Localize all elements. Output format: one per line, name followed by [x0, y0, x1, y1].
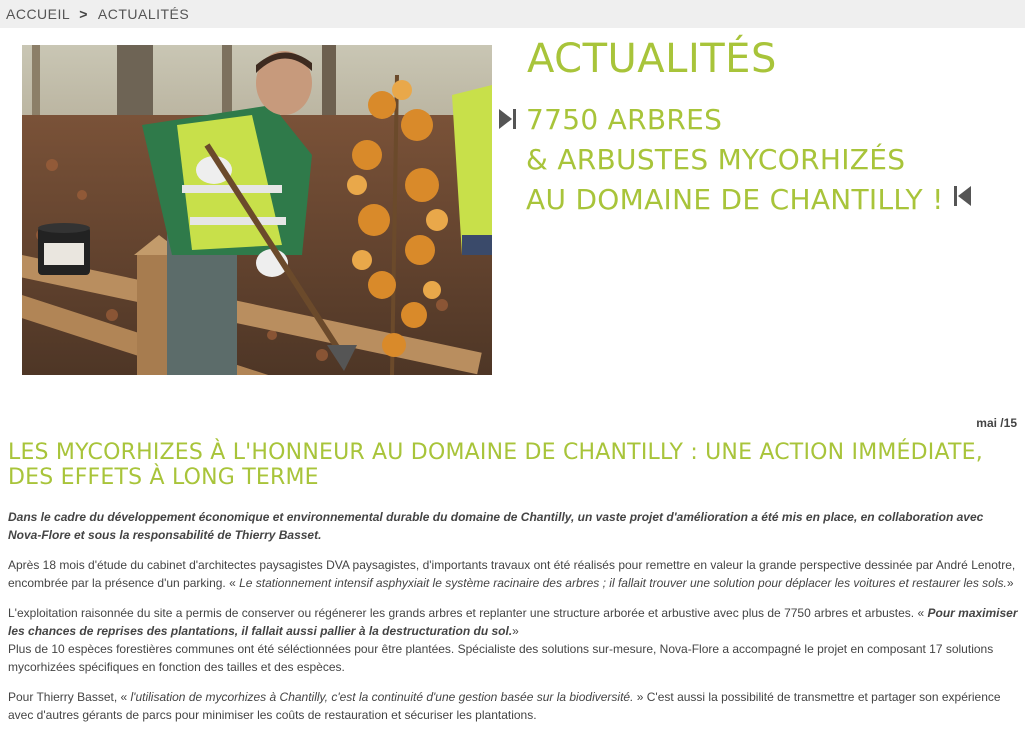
- breadcrumb-home-link[interactable]: ACCUEIL: [6, 6, 71, 22]
- headline-line-3: [498, 180, 978, 220]
- paragraph-3-end: » C'est aussi la possibilité de transmettre et partager son expérience avec d'autres gérants de parcs pour minimiser les coûts de restauration et sécuriser les plantations.: [8, 690, 1001, 722]
- article-paragraph-3: [8, 688, 1018, 724]
- paragraph-1-end: »: [1006, 576, 1014, 590]
- paragraph-2-text: L'exploitation raisonnée du site a permis de conserver ou régénerer les grands arbres et replanter une structure arborée et arbustive avec plus de 7750 arbres et arbustes. «: [8, 606, 928, 620]
- quote-open-icon: [498, 108, 518, 135]
- paragraph-1-quote: Le stationnement intensif asphyxiait le système racinaire des arbres ; il fallait trouver une solution pour déplacer les voitures et restaurer les sols.: [239, 576, 1007, 590]
- paragraph-3-text: Pour Thierry Basset, «: [8, 690, 131, 704]
- hero-photo: [22, 45, 492, 375]
- headline-line-2: & ARBUSTES MYCORHIZÉS: [526, 143, 906, 176]
- breadcrumb: [0, 0, 1025, 28]
- article-date: mai /15: [976, 416, 1017, 430]
- headline-quote: [498, 100, 978, 220]
- article-paragraph-2: [8, 604, 1018, 676]
- article-title: LES MYCORHIZES À L'HONNEUR AU DOMAINE DE CHANTILLY : UNE ACTION IMMÉDIATE, DES EFFETS À LONG TERME: [8, 440, 983, 490]
- paragraph-3-quote: l'utilisation de mycorhizes à Chantilly, c'est la continuité d'une gestion basée sur la biodiversité.: [130, 690, 634, 704]
- paragraph-2-quote: Pour maximiser les chances de reprises des plantations, il fallait aussi pallier à la destructuration du sol.: [8, 606, 1018, 638]
- article-body: [8, 508, 1018, 736]
- section-title: ACTUALITÉS: [527, 36, 777, 82]
- paragraph-2-next: Plus de 10 espèces forestières communes ont été séléctionnées pour être plantées. Spécialiste des solutions sur-mesure, Nova-Flore a accompagné le projet en composant 17 solutions mycorhizées spécifiques en fonction des tailles et des espèces.: [8, 642, 994, 674]
- breadcrumb-current: ACTUALITÉS: [97, 6, 190, 22]
- article-paragraph-1: [8, 556, 1018, 592]
- paragraph-2-end: »: [512, 624, 519, 638]
- tree-planting-photo: [22, 45, 492, 375]
- quote-close-icon: [952, 178, 972, 218]
- breadcrumb-separator: >: [79, 6, 88, 22]
- paragraph-1-text: Après 18 mois d'étude du cabinet d'architectes paysagistes DVA paysagistes, d'importants travaux ont été réalisés pour remettre en valeur la grande perspective dessinée par André Lenotre, encombrée par la présence d'un parking. «: [8, 558, 1016, 590]
- headline-line-3-text: AU DOMAINE DE CHANTILLY !: [526, 183, 944, 216]
- article-intro: Dans le cadre du développement économique et environnemental durable du domaine de Chantilly, un vaste projet d'amélioration a été mis en place, en collaboration avec Nova-Flore et sous la responsabilité de Thierry Basset.: [8, 510, 984, 542]
- headline-line-1: 7750 ARBRES: [526, 103, 723, 136]
